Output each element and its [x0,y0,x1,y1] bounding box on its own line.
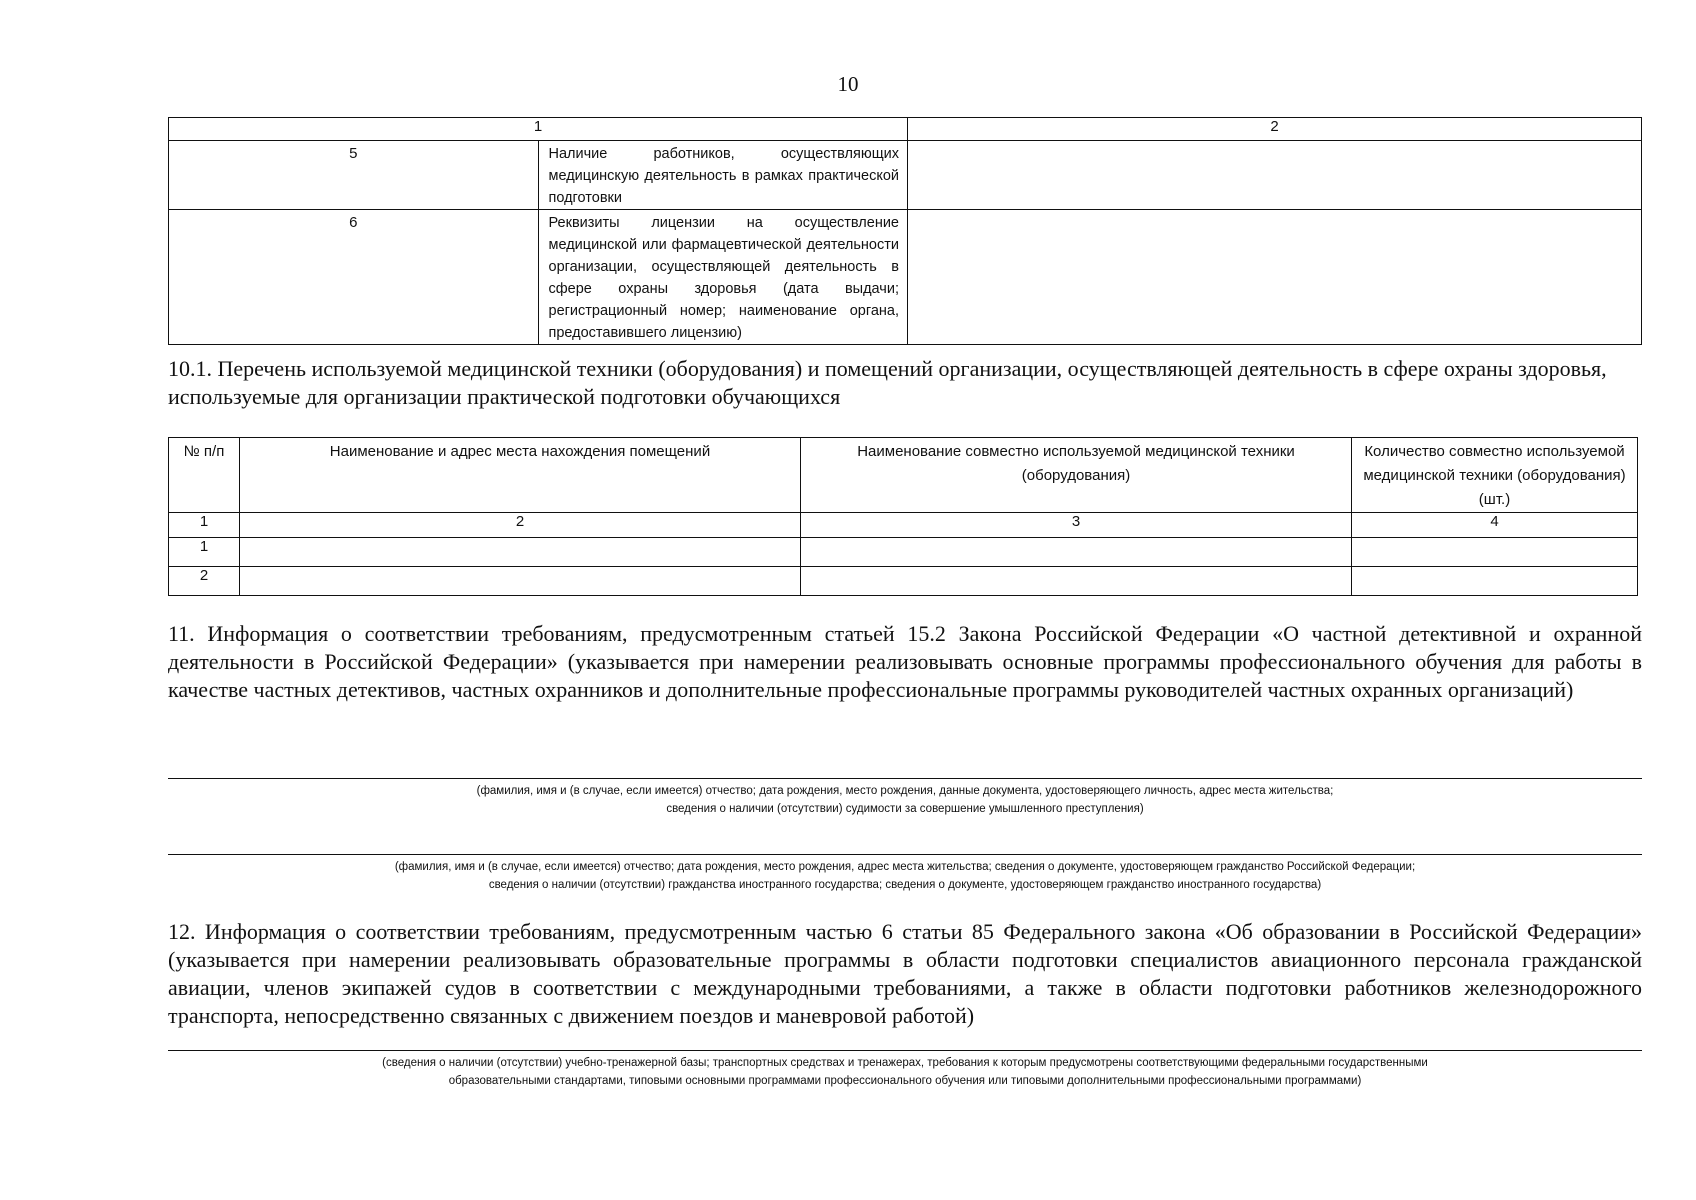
column-number-1: 1 [169,513,240,538]
section-11-text: 11. Информация о соответствии требованиям, предусмотренным статьей 15.2 Закона Российской Федерации «О частной детективной и охранной деятельности в Российской Федерации» (указывается при намерении реализовывать основные программы профессионального обучения для работы в качестве частных детективов, частных охранников и дополнительные профессиональные программы руководителей частных охранных организаций) [168,621,1642,702]
premises-cell[interactable] [240,538,801,567]
caption-line: (фамилия, имя и (в случае, если имеется) отчество; дата рождения, место рождения, данные документа, удостоверяющего личность, адрес места жительства; [476,785,1334,797]
equipment-cell[interactable] [801,538,1352,567]
field-caption [168,782,1642,818]
row-description: Наличие работников, осуществляющих медицинскую деятельность в рамках практической подготовки [538,141,908,210]
table-row [169,538,1638,567]
row-number: 2 [169,567,240,596]
page-number: 10 [837,72,859,96]
caption-line: сведения о наличии (отсутствии) гражданства иностранного государства; сведения о документе, удостоверяющем гражданство иностранного государства) [488,879,1322,891]
fill-in-line[interactable] [168,1050,1642,1051]
row-number: 6 [169,210,539,345]
licensing-table [168,117,1642,345]
equipment-cell[interactable] [801,567,1352,596]
column-header-number: № п/п [169,438,240,513]
table-header-row [169,118,1642,141]
field-caption [168,1054,1642,1090]
quantity-cell[interactable] [1352,538,1638,567]
section-12-text: 12. Информация о соответствии требованиям, предусмотренным частью 6 статьи 85 Федерального закона «Об образовании в Российской Федерации» (указывается при намерении реализовывать образовательные программы в области подготовки специалистов авиационного персонала гражданской авиации, членов экипажей судов в соответствии с международными требованиями, а также в области подготовки работников железнодорожного транспорта, непосредственно связанных с движением поездов и маневровой работой) [168,919,1642,1028]
column-header-equipment: Наименование совместно используемой медицинской техники (оборудования) [801,438,1352,513]
column-header-quantity: Количество совместно используемой медицинской техники (оборудования) (шт.) [1352,438,1638,513]
fill-in-line[interactable] [168,854,1642,855]
row-number: 1 [169,538,240,567]
row-value-cell[interactable] [908,210,1642,345]
column-numbers-row [169,513,1638,538]
quantity-cell[interactable] [1352,567,1638,596]
row-value-cell[interactable] [908,141,1642,210]
table-header-row [169,438,1638,513]
field-caption [168,858,1642,894]
column-number-1: 1 [169,118,908,141]
fill-in-line[interactable] [168,778,1642,779]
row-number: 5 [169,141,539,210]
caption-line: образовательными стандартами, типовыми основными программами профессионального обучения или типовыми дополнительными профессиональными программами) [448,1075,1362,1087]
row-description: Реквизиты лицензии на осуществление медицинской или фармацевтической деятельности организации, осуществляющей деятельность в сфере охраны здоровья (дата выдачи; регистрационный номер; наименование органа, предоставившего лицензию) [538,210,908,345]
table-row [169,210,1642,345]
column-number-2: 2 [908,118,1642,141]
caption-line: (фамилия, имя и (в случае, если имеется) отчество; дата рождения, место рождения, адрес места жительства; сведения о документе, удостоверяющем гражданство Российской Федерации; [394,861,1416,873]
section-10-1-heading: 10.1. Перечень используемой медицинской техники (оборудования) и помещений организации, осуществляющей деятельность в сфере охраны здоровья, используемые для организации практической подготовки обучающихся [168,356,1607,409]
caption-line: (сведения о наличии (отсутствии) учебно-тренажерной базы; транспортных средствах и тренажерах, требования к которым предусмотрены соответствующими федеральными государственными [382,1057,1428,1069]
equipment-table [168,437,1638,596]
column-header-premises: Наименование и адрес места нахождения помещений [240,438,801,513]
column-number-2: 2 [240,513,801,538]
caption-line: сведения о наличии (отсутствии) судимости за совершение умышленного преступления) [666,803,1144,815]
table-row [169,141,1642,210]
column-number-3: 3 [801,513,1352,538]
table-row [169,567,1638,596]
premises-cell[interactable] [240,567,801,596]
column-number-4: 4 [1352,513,1638,538]
